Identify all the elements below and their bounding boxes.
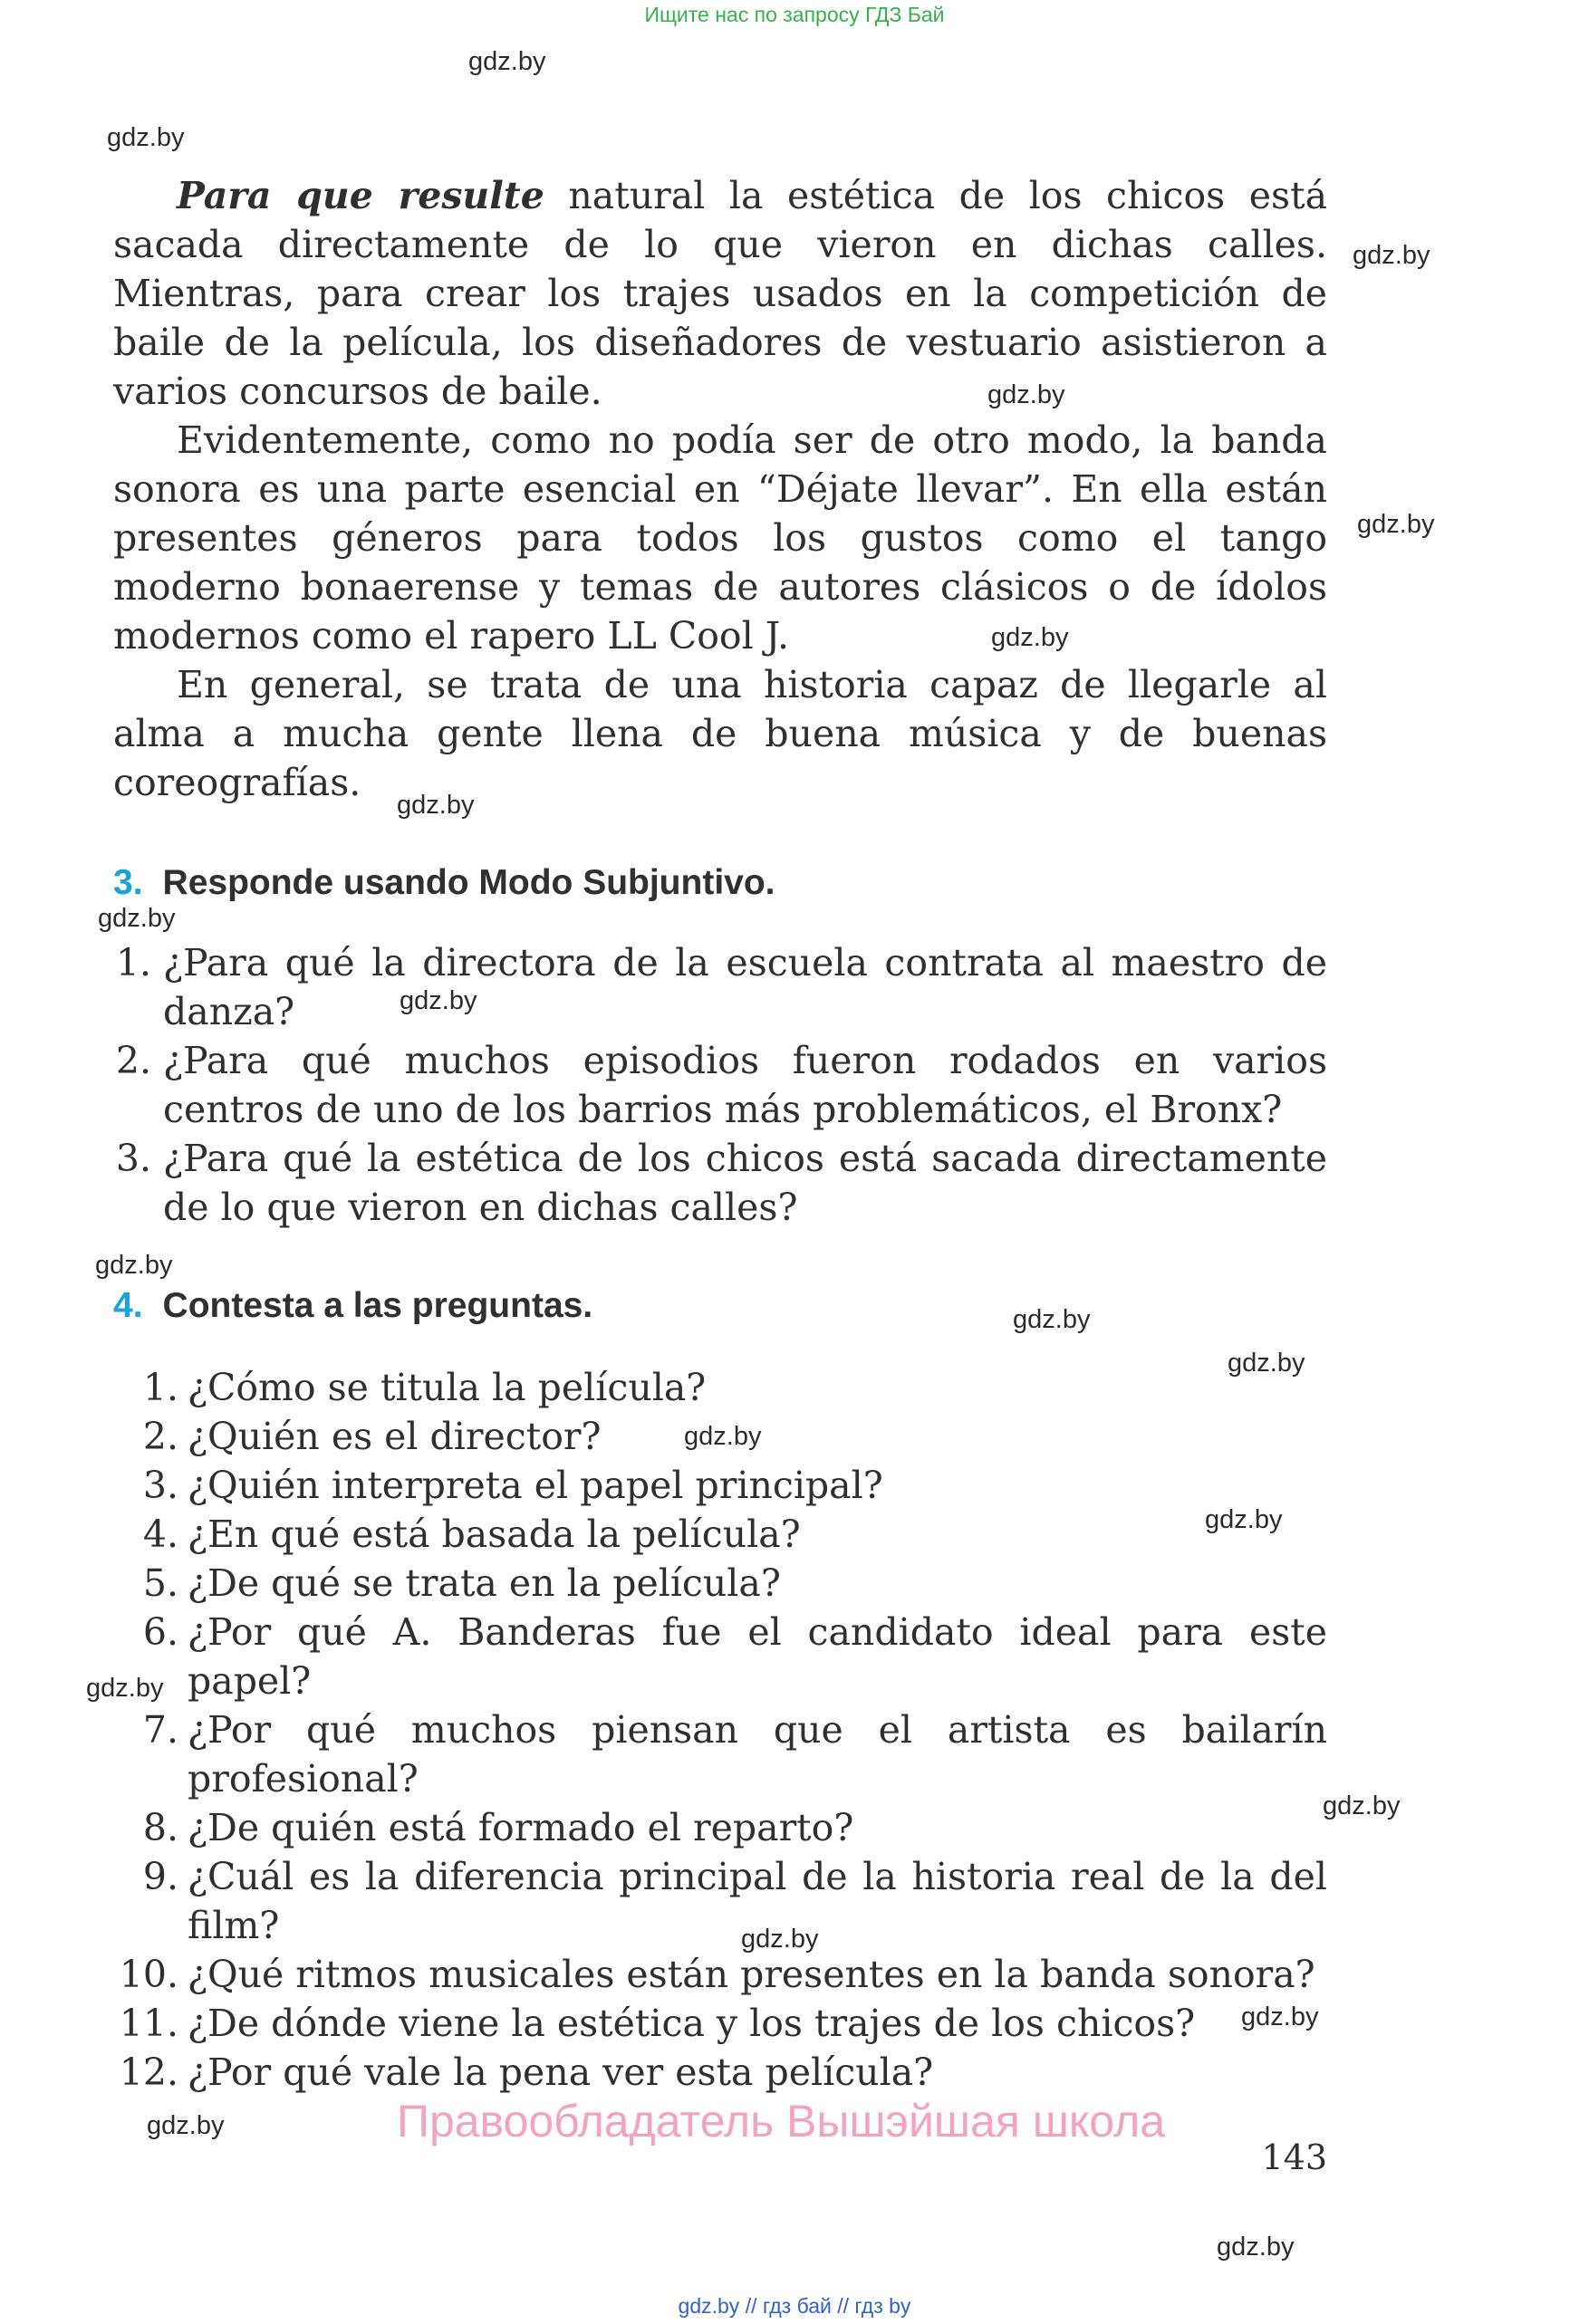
item-number: 7. bbox=[142, 1708, 178, 1752]
list-item bbox=[113, 1461, 1327, 1510]
list-item bbox=[113, 2048, 1327, 2097]
task-heading bbox=[113, 1286, 592, 1326]
watermark: gdz.by bbox=[1228, 1349, 1305, 1378]
page-number: 143 bbox=[1261, 2137, 1327, 2177]
item-text: ¿Para qué la directora de la escuela contrata al maestro de danza? bbox=[163, 941, 1327, 1033]
item-number: 1. bbox=[115, 941, 151, 984]
watermark: gdz.by bbox=[741, 1925, 819, 1954]
list-item bbox=[113, 1803, 1327, 1852]
paragraph: Evidentemente, como no podía ser de otro modo, la banda sonora es una parte esencial en “Déjate llevar”. En ella están presentes géneros para todos los gustos como el tango moderno bonaerense y temas de autores clásicos o de ídolos modernos como el rapero LL Cool J. bbox=[113, 418, 1327, 658]
watermark: gdz.by bbox=[684, 1422, 762, 1451]
search-hint-link[interactable]: Ищите нас по запросу ГДЗ Бай bbox=[644, 3, 945, 26]
watermark: gdz.by bbox=[1205, 1505, 1283, 1534]
list-item bbox=[113, 1608, 1327, 1705]
watermark: gdz.by bbox=[1217, 2233, 1295, 2262]
watermark: gdz.by bbox=[1241, 2002, 1319, 2031]
item-number: 10. bbox=[119, 1953, 178, 1996]
footer-links[interactable]: gdz.by // гдз бай // гдз by bbox=[678, 2294, 911, 2318]
task-number: 4. bbox=[113, 1286, 143, 1325]
watermark: gdz.by bbox=[991, 623, 1069, 652]
paragraph-lead: Para que resulte bbox=[177, 174, 544, 217]
watermark: gdz.by bbox=[400, 986, 477, 1015]
item-number: 9. bbox=[142, 1855, 178, 1898]
item-number: 5. bbox=[142, 1561, 178, 1605]
list-item bbox=[113, 1134, 1327, 1232]
list-item bbox=[113, 1363, 1327, 1412]
item-text: ¿Para qué la estética de los chicos está sacada directamente de lo que vieron en dichas calles? bbox=[163, 1137, 1327, 1229]
article-text bbox=[113, 171, 1327, 807]
watermark: gdz.by bbox=[1013, 1305, 1091, 1334]
item-number: 12. bbox=[119, 2050, 178, 2094]
item-text: ¿De dónde viene la estética y los trajes de los chicos? bbox=[188, 2002, 1196, 2045]
item-text: ¿De qué se trata en la película? bbox=[188, 1561, 781, 1605]
item-text: ¿Cuál es la diferencia principal de la historia real de la del film? bbox=[188, 1855, 1327, 1947]
list-item bbox=[113, 1036, 1327, 1134]
item-text: ¿De quién está formado el reparto? bbox=[188, 1806, 854, 1849]
item-text: ¿Quién es el director? bbox=[188, 1415, 602, 1458]
list-item bbox=[113, 1559, 1327, 1608]
item-text: ¿Qué ritmos musicales están presentes en la banda sonora? bbox=[188, 1953, 1315, 1996]
list-item bbox=[113, 1705, 1327, 1803]
item-number: 4. bbox=[142, 1513, 178, 1556]
item-number: 11. bbox=[119, 2002, 178, 2045]
item-text: ¿Para qué muchos episodios fueron rodados en varios centros de uno de los barrios más problemáticos, el Bronx? bbox=[163, 1039, 1327, 1131]
question-list bbox=[113, 1363, 1327, 2097]
watermark: gdz.by bbox=[86, 1674, 164, 1703]
item-number: 8. bbox=[142, 1806, 178, 1849]
item-text: ¿Por qué vale la pena ver esta película? bbox=[188, 2050, 934, 2094]
item-number: 1. bbox=[142, 1366, 178, 1409]
watermark: gdz.by bbox=[98, 904, 176, 933]
paragraph bbox=[113, 171, 1327, 416]
watermark: gdz.by bbox=[1353, 241, 1430, 270]
watermark: gdz.by bbox=[987, 380, 1065, 409]
watermark: gdz.by bbox=[1323, 1791, 1401, 1820]
item-number: 3. bbox=[115, 1137, 151, 1180]
question-list bbox=[113, 938, 1327, 1232]
watermark: gdz.by bbox=[468, 47, 546, 76]
paragraph: En general, se trata de una historia capaz de llegarle al alma a mucha gente llena de buena música y de buenas coreografías. bbox=[113, 663, 1327, 804]
item-number: 3. bbox=[142, 1464, 178, 1507]
item-text: ¿Cómo se titula la película? bbox=[188, 1366, 707, 1409]
watermark: gdz.by bbox=[147, 2111, 225, 2140]
list-item bbox=[113, 938, 1327, 1036]
task-heading bbox=[113, 863, 775, 903]
list-item bbox=[113, 1412, 1327, 1461]
item-text: ¿En qué está basada la película? bbox=[188, 1513, 801, 1556]
item-text: ¿Quién interpreta el papel principal? bbox=[188, 1464, 883, 1507]
watermark: gdz.by bbox=[1357, 510, 1435, 539]
watermark: gdz.by bbox=[95, 1251, 173, 1280]
item-text: ¿Por qué A. Banderas fue el candidato ideal para este papel? bbox=[188, 1610, 1327, 1703]
item-number: 2. bbox=[142, 1415, 178, 1458]
list-item bbox=[113, 1999, 1327, 2048]
task-number: 3. bbox=[113, 863, 143, 902]
item-number: 6. bbox=[142, 1610, 178, 1654]
paragraph-text: natural la estética de los chicos está sacada directamente de lo que vieron en dichas calles. Mientras, para crear los trajes usados en la competición de baile de la película, los diseñadores de vestuario asistieron a varios concursos de baile. bbox=[113, 174, 1328, 413]
item-number: 2. bbox=[115, 1039, 151, 1082]
item-text: ¿Por qué muchos piensan que el artista es bailarín profesional? bbox=[188, 1708, 1327, 1801]
list-item bbox=[113, 1510, 1327, 1559]
task-title: Contesta a las preguntas. bbox=[162, 1286, 593, 1325]
watermark: gdz.by bbox=[397, 791, 475, 820]
rights-holder-notice: Правообладатель Вышэйшая школа bbox=[397, 2096, 1165, 2146]
list-item bbox=[113, 1852, 1327, 1950]
task-title: Responde usando Modo Subjuntivo. bbox=[162, 863, 775, 902]
list-item bbox=[113, 1950, 1327, 1999]
watermark: gdz.by bbox=[107, 123, 185, 152]
